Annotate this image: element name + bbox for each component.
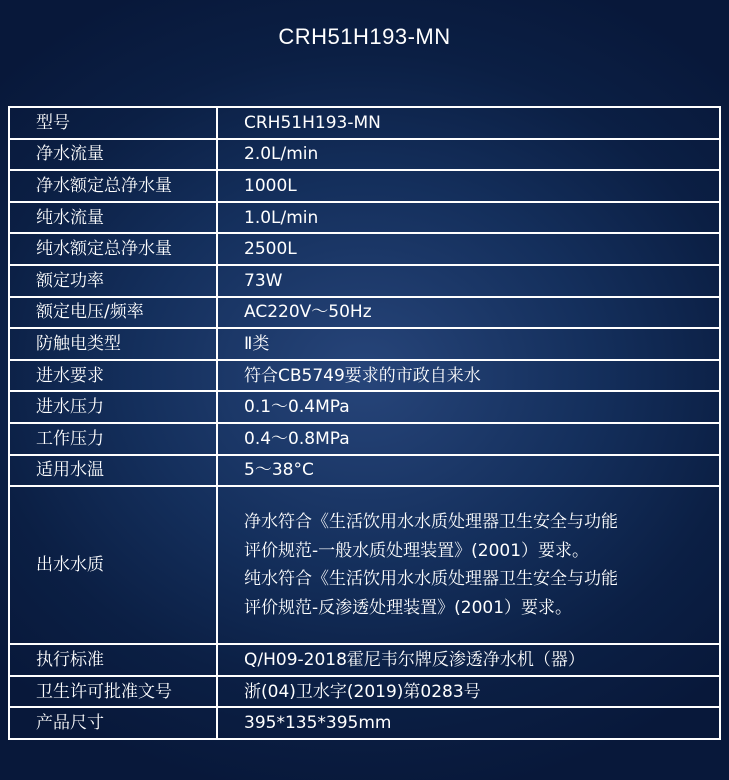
spec-value: 2500L [217,233,720,265]
spec-label: 进水压力 [9,391,217,423]
spec-label: 执行标准 [9,644,217,676]
spec-row-dimensions [9,707,720,739]
spec-label: 纯水额定总净水量 [9,233,217,265]
spec-label: 额定功率 [9,265,217,297]
spec-row-pure-flow [9,202,720,234]
spec-label: 型号 [9,107,217,139]
spec-value: 5～38°C [217,455,720,487]
spec-row-inlet-pressure [9,391,720,423]
spec-label: 出水水质 [9,486,217,644]
spec-row-shock-protection [9,328,720,360]
spec-value: Q/H09-2018霍尼韦尔牌反渗透净水机（器） [217,644,720,676]
spec-row-voltage [9,297,720,329]
spec-label: 净水流量 [9,139,217,171]
spec-row-purified-flow [9,139,720,171]
spec-label: 防触电类型 [9,328,217,360]
spec-label: 净水额定总净水量 [9,170,217,202]
spec-value: 1000L [217,170,720,202]
spec-value: 2.0L/min [217,139,720,171]
spec-label: 进水要求 [9,360,217,392]
spec-value: AC220V～50Hz [217,297,720,329]
spec-value-line: 评价规范-一般水质处理装置》(2001）要求。 [244,540,590,561]
spec-row-water-temp [9,455,720,487]
spec-row-power [9,265,720,297]
spec-value: 0.4～0.8MPa [217,423,720,455]
spec-value-multiline [217,486,720,644]
spec-label: 纯水流量 [9,202,217,234]
spec-row-pure-capacity [9,233,720,265]
spec-value: 0.1～0.4MPa [217,391,720,423]
spec-value: 浙(04)卫水字(2019)第0283号 [217,676,720,708]
spec-value: 1.0L/min [217,202,720,234]
spec-row-water-quality [9,486,720,644]
spec-value-line: 评价规范-反渗透处理装置》(2001）要求。 [244,597,573,618]
spec-label: 产品尺寸 [9,707,217,739]
spec-label: 工作压力 [9,423,217,455]
spec-value: Ⅱ类 [217,328,720,360]
spec-value: 符合CB5749要求的市政自来水 [217,360,720,392]
spec-row-inlet-requirement [9,360,720,392]
spec-value-line: 净水符合《生活饮用水水质处理器卫生安全与功能 [244,512,618,533]
spec-row-model [9,107,720,139]
spec-table [8,106,721,740]
spec-row-purified-capacity [9,170,720,202]
spec-row-license [9,676,720,708]
spec-value: CRH51H193-MN [217,107,720,139]
page-title: CRH51H193-MN [278,24,451,49]
spec-label: 卫生许可批准文号 [9,676,217,708]
spec-row-working-pressure [9,423,720,455]
spec-label: 额定电压/频率 [9,297,217,329]
spec-value: 395*135*395mm [217,707,720,739]
spec-label: 适用水温 [9,455,217,487]
spec-row-standard [9,644,720,676]
spec-value: 73W [217,265,720,297]
spec-value-line: 纯水符合《生活饮用水水质处理器卫生安全与功能 [244,569,618,590]
